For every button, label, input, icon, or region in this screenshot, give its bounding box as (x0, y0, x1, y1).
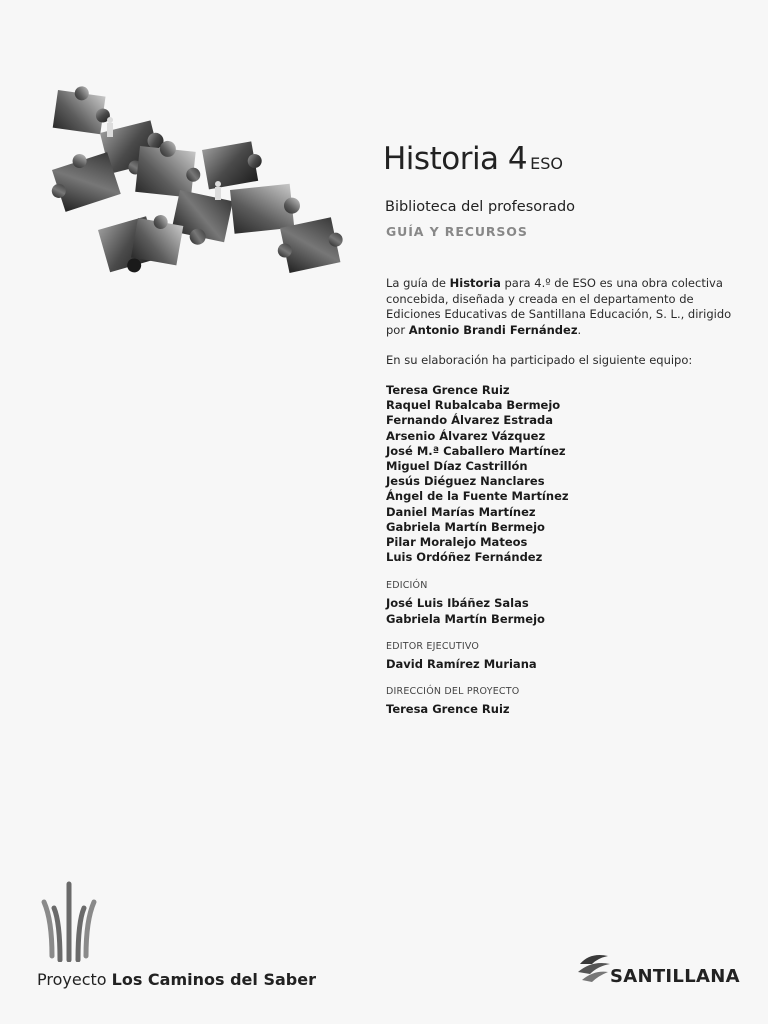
team-member: Jesús Diéguez Nanclares (386, 474, 545, 489)
team-list (386, 383, 569, 565)
project-name (37, 970, 316, 989)
team-member: Fernando Álvarez Estrada (386, 413, 554, 428)
edicion-label: EDICIÓN (386, 580, 428, 591)
project-prefix: Proyecto (37, 970, 112, 989)
team-member: Teresa Grence Ruiz (386, 383, 510, 397)
intro-text-1: La guía de (386, 276, 450, 290)
book-kicker: GUÍA Y RECURSOS (386, 224, 528, 239)
intro-text-3: . (577, 322, 582, 337)
direccion-list (386, 702, 510, 718)
project-title: Los Caminos del Saber (111, 970, 316, 989)
book-subtitle: Biblioteca del profesorado (385, 199, 576, 215)
team-member: Daniel Marías Martínez (386, 504, 536, 519)
edicion-list (386, 596, 545, 627)
direccion-label: DIRECCIÓN DEL PROYECTO (386, 686, 520, 697)
book-title-level: ESO (530, 154, 563, 173)
team-member: Miguel Díaz Castrillón (386, 459, 528, 474)
credit-name: Teresa Grence Ruiz (386, 702, 510, 716)
puzzle-illustration (40, 78, 370, 300)
credit-name: David Ramírez Muriana (386, 657, 537, 671)
team-intro: En su elaboración ha participado el siguiente equipo: (386, 353, 693, 367)
team-member: Arsenio Álvarez Vázquez (386, 428, 546, 443)
project-logo-icon (36, 880, 106, 962)
team-member: Pilar Moralejo Mateos (386, 535, 528, 550)
book-title (383, 141, 563, 177)
team-member: Ángel de la Fuente Martínez (386, 489, 569, 504)
publisher-name: SANTILLANA (610, 966, 740, 987)
intro-subject: Historia (449, 276, 501, 290)
intro-paragraph (386, 276, 746, 338)
team-member: Gabriela Martín Bermejo (386, 519, 545, 534)
editor-list (386, 657, 537, 673)
intro-director: Antonio Brandi Fernández (408, 322, 578, 337)
team-member: Luis Ordóñez Fernández (386, 550, 543, 565)
team-member: José M.ª Caballero Martínez (386, 443, 566, 458)
credit-name: Gabriela Martín Bermejo (386, 611, 545, 626)
team-member: Raquel Rubalcaba Bermejo (386, 398, 561, 413)
book-title-main: Historia 4 (383, 141, 528, 177)
intro-text-2: para 4.º de ESO es una obra colectiva concebida, diseñada y creada en el departamento de Ediciones Educativas de Santillana Educación, S. L., dirigido por (386, 276, 732, 337)
editor-label: EDITOR EJECUTIVO (386, 641, 480, 652)
credit-name: José Luis Ibáñez Salas (386, 596, 529, 610)
